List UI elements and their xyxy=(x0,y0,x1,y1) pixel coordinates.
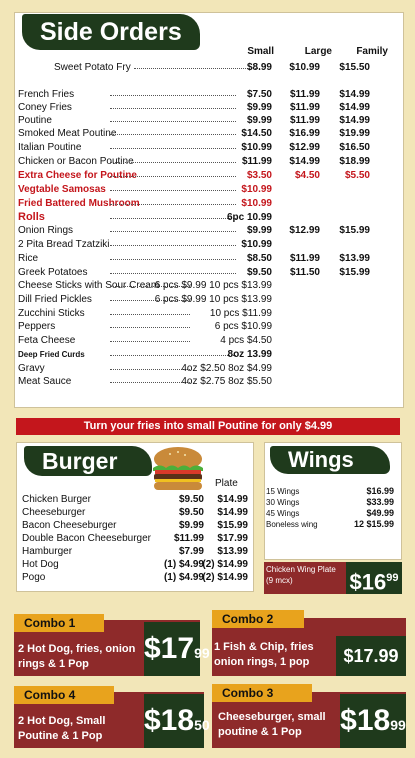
price-small: $11.99 xyxy=(241,156,272,167)
side-order-row xyxy=(18,101,388,114)
leader-dots xyxy=(110,114,236,122)
combo-tag: Combo 1 xyxy=(14,614,104,632)
burger-row xyxy=(22,494,250,506)
item-price: $16.99 xyxy=(366,486,394,496)
burger-row xyxy=(22,559,250,571)
combo-tag: Combo 4 xyxy=(14,686,114,704)
price-plate: $14.99 xyxy=(217,494,248,505)
price-small: $9.50 xyxy=(246,267,272,278)
side-order-row xyxy=(18,183,388,196)
price-family: $15.99 xyxy=(339,267,370,278)
burger-row xyxy=(22,520,250,532)
combo-price-cents: 50 xyxy=(194,717,210,733)
price-large: $4.50 xyxy=(294,170,320,181)
item-name: Coney Fries xyxy=(18,102,72,113)
price-single: (1) $4.99 xyxy=(163,559,204,570)
combo-price xyxy=(144,622,210,676)
side-order-row xyxy=(18,307,388,320)
item-name: Extra Cheese for Poutine xyxy=(18,170,137,181)
price-large: $11.99 xyxy=(289,115,320,126)
side-order-row xyxy=(18,155,388,168)
wings-title: Wings xyxy=(270,446,390,474)
price-large: $11.99 xyxy=(289,89,320,100)
combo-description: 2 Hot Dog, Small Poutine & 1 Pop xyxy=(18,715,106,742)
price-small: 4 pcs $4.50 xyxy=(220,335,272,346)
price-family: $5.50 xyxy=(344,170,370,181)
price-plate: $13.99 xyxy=(217,546,248,557)
side-order-row xyxy=(18,141,388,154)
side-order-row xyxy=(18,224,388,237)
leader-dots xyxy=(110,127,236,135)
price-small: 8oz 13.99 xyxy=(227,349,272,360)
item-name: Zucchini Sticks xyxy=(18,308,85,319)
side-order-row xyxy=(18,362,388,375)
price-single: $9.50 xyxy=(178,507,204,518)
leader-dots xyxy=(110,334,190,342)
item-name: Rice xyxy=(18,253,39,264)
leader-dots xyxy=(110,252,236,260)
side-order-row xyxy=(18,88,388,101)
side-order-row xyxy=(18,211,388,224)
burger-image xyxy=(150,444,206,492)
item-name: Smoked Meat Poutine xyxy=(18,128,117,139)
side-order-row xyxy=(18,293,388,306)
price-plate: $15.99 xyxy=(217,520,248,531)
price-small: $10.99 xyxy=(241,198,272,209)
combo-price-cents: 99 xyxy=(194,645,210,661)
side-order-row xyxy=(18,127,388,140)
leader-dots xyxy=(110,375,190,383)
col-family-header: Family xyxy=(356,46,388,57)
side-order-row xyxy=(18,348,388,361)
combo-description: 1 Fish & Chip, fries onion rings, 1 pop xyxy=(214,641,314,668)
burger-row xyxy=(22,507,250,519)
leader-dots xyxy=(110,169,236,177)
item-name: 15 Wings xyxy=(266,487,300,496)
side-order-row xyxy=(18,375,388,388)
price-small: $3.50 xyxy=(246,170,272,181)
price-large: $10.99 xyxy=(289,62,320,73)
price-small: $9.99 xyxy=(246,102,272,113)
leader-dots xyxy=(110,320,190,328)
leader-dots xyxy=(134,61,260,69)
item-name: Pogo xyxy=(22,572,46,583)
item-name: 45 Wings xyxy=(266,509,300,518)
item-name: Gravy xyxy=(18,363,45,374)
item-name: French Fries xyxy=(18,89,75,100)
leader-dots xyxy=(110,238,236,246)
price-family: $14.99 xyxy=(339,102,370,113)
price-small: $14.50 xyxy=(241,128,272,139)
leader-dots xyxy=(110,141,236,149)
wing-plate-label: Chicken Wing Plate (9 mcx) xyxy=(266,565,336,585)
price-single: $9.99 xyxy=(178,520,204,531)
side-order-row xyxy=(18,279,388,292)
side-order-row xyxy=(18,114,388,127)
price-large: $11.50 xyxy=(289,267,320,278)
combo-price-main: $18 xyxy=(340,704,391,737)
item-name: Sweet Potato Fry xyxy=(54,62,131,73)
combo-price-main: $17 xyxy=(144,632,195,665)
item-name: Feta Cheese xyxy=(18,335,76,346)
price-small: 10 pcs $11.99 xyxy=(209,308,272,319)
wing-row xyxy=(266,497,394,508)
combo-price xyxy=(340,694,406,748)
price-small: 6 pcs $9.99 10 pcs $13.99 xyxy=(154,294,272,305)
item-price: $49.99 xyxy=(366,508,394,518)
leader-dots xyxy=(110,211,236,219)
wing-plate-price xyxy=(346,562,402,594)
price-small: $7.50 xyxy=(246,89,272,100)
leader-dots xyxy=(110,266,236,274)
plate-col-header: Plate xyxy=(215,478,238,489)
price-small: 6 pcs $9.99 10 pcs $13.99 xyxy=(154,280,272,291)
price-plate: $14.99 xyxy=(217,507,248,518)
leader-dots xyxy=(110,101,236,109)
price-large: $14.99 xyxy=(289,156,320,167)
item-name: Boneless wing xyxy=(266,520,318,529)
burger-row xyxy=(22,533,250,545)
item-name: Bacon Cheeseburger xyxy=(22,520,117,531)
burger-row xyxy=(22,546,250,558)
price-small: 6pc 10.99 xyxy=(226,212,272,223)
col-large-header: Large xyxy=(304,46,332,57)
side-order-row xyxy=(18,320,388,333)
item-name: Vegtable Samosas xyxy=(18,184,106,195)
price-family: $15.50 xyxy=(339,62,370,73)
item-price: 12 $15.99 xyxy=(353,519,394,529)
combo-price-main: $18 xyxy=(144,704,195,737)
price-plate: (2) $14.99 xyxy=(202,559,248,570)
item-name: Meat Sauce xyxy=(18,376,72,387)
item-name: Hamburger xyxy=(22,546,73,557)
item-price: $33.99 xyxy=(366,497,394,507)
item-name: Deep Fried Curds xyxy=(18,350,85,359)
leader-dots xyxy=(110,362,190,370)
burger-title: Burger xyxy=(24,446,152,476)
item-name: Chicken Burger xyxy=(22,494,91,505)
leader-dots xyxy=(110,224,236,232)
price-family: $13.99 xyxy=(339,253,370,264)
item-name: Dill Fried Pickles xyxy=(18,294,92,305)
price-small: $8.99 xyxy=(246,62,272,73)
item-name: Onion Rings xyxy=(18,225,74,236)
item-name: 30 Wings xyxy=(266,498,300,507)
leader-dots xyxy=(110,348,236,356)
item-name: Poutine xyxy=(18,115,52,126)
combo-price xyxy=(144,694,210,748)
price-single: (1) $4.99 xyxy=(163,572,204,583)
wing-plate-price-main: $16 xyxy=(349,569,387,595)
leader-dots xyxy=(110,183,236,191)
item-name: Rolls xyxy=(18,211,45,223)
item-name: Cheeseburger xyxy=(22,507,86,518)
price-family: $15.99 xyxy=(339,225,370,236)
side-order-row xyxy=(18,197,388,210)
price-large: $12.99 xyxy=(289,142,320,153)
col-small-header: Small xyxy=(247,46,274,57)
price-family: $19.99 xyxy=(339,128,370,139)
poutine-upgrade-banner: Turn your fries into small Poutine for only $4.99 xyxy=(16,418,400,435)
combo-price-main: $17.99 xyxy=(343,646,399,666)
price-family: $14.99 xyxy=(339,115,370,126)
item-name: Peppers xyxy=(18,321,56,332)
item-name: Italian Poutine xyxy=(18,142,82,153)
side-orders-title: Side Orders xyxy=(22,14,200,50)
item-name: 2 Pita Bread Tzatziki xyxy=(18,239,110,250)
price-large: $11.99 xyxy=(289,102,320,113)
wing-plate-price-cents: 99 xyxy=(386,572,399,584)
price-family: $18.99 xyxy=(339,156,370,167)
price-small: $10.99 xyxy=(241,184,272,195)
item-name: Fried Battered Mushroom xyxy=(18,198,140,209)
price-single: $7.99 xyxy=(178,546,204,557)
price-large: $11.99 xyxy=(289,253,320,264)
price-large: $16.99 xyxy=(289,128,320,139)
leader-dots xyxy=(110,155,236,163)
burger-row xyxy=(22,572,250,584)
item-name: Greek Potatoes xyxy=(18,267,88,278)
combo-description: Cheeseburger, small poutine & 1 Pop xyxy=(218,711,326,738)
wing-row xyxy=(266,486,394,497)
side-order-row xyxy=(18,61,388,74)
combo-price xyxy=(336,636,406,676)
side-order-row xyxy=(18,252,388,265)
price-plate: (2) $14.99 xyxy=(202,572,248,583)
side-order-row xyxy=(18,334,388,347)
leader-dots xyxy=(110,88,236,96)
item-name: Hot Dog xyxy=(22,559,59,570)
combo-tag: Combo 2 xyxy=(212,610,304,628)
item-name: Double Bacon Cheeseburger xyxy=(22,533,151,544)
side-order-row xyxy=(18,266,388,279)
price-small: $9.99 xyxy=(246,115,272,126)
price-small: $9.99 xyxy=(246,225,272,236)
item-name: Cheese Sticks with Sour Cream xyxy=(18,280,160,291)
side-order-row xyxy=(18,238,388,251)
price-single: $11.99 xyxy=(173,533,204,544)
wing-row xyxy=(266,508,394,519)
price-single: $9.50 xyxy=(178,494,204,505)
wing-row xyxy=(266,519,394,530)
leader-dots xyxy=(110,307,190,315)
price-family: $14.99 xyxy=(339,89,370,100)
price-small: $10.99 xyxy=(241,239,272,250)
price-large: $12.99 xyxy=(289,225,320,236)
price-plate: $17.99 xyxy=(217,533,248,544)
price-family: $16.50 xyxy=(339,142,370,153)
side-order-row xyxy=(18,169,388,182)
combo-tag: Combo 3 xyxy=(212,684,312,702)
item-name: Chicken or Bacon Poutine xyxy=(18,156,134,167)
price-small: $10.99 xyxy=(241,142,272,153)
price-small: $8.50 xyxy=(246,253,272,264)
leader-dots xyxy=(110,197,236,205)
combo-description: 2 Hot Dog, fries, onion rings & 1 Pop xyxy=(18,643,136,670)
price-small: 4oz $2.50 8oz $4.99 xyxy=(181,363,272,374)
price-small: 6 pcs $10.99 xyxy=(214,321,272,332)
combo-price-cents: 99 xyxy=(390,717,406,733)
price-small: 4oz $2.75 8oz $5.50 xyxy=(181,376,272,387)
